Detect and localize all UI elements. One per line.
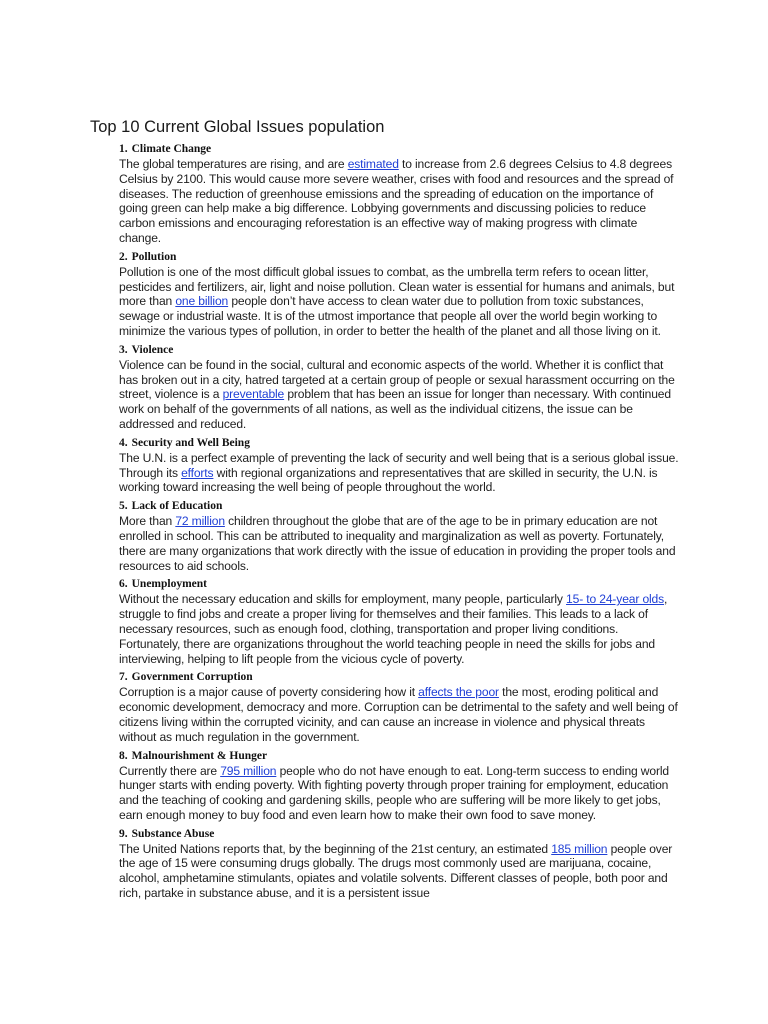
issue-body bbox=[119, 514, 679, 573]
issue-body bbox=[119, 157, 679, 246]
issue-link[interactable]: affects the poor bbox=[418, 685, 499, 700]
issue-title: Malnourishment & Hunger bbox=[131, 749, 268, 762]
issue-text: More than bbox=[119, 514, 176, 529]
issue-heading bbox=[119, 670, 679, 685]
issue-item bbox=[119, 577, 679, 666]
issue-text: , struggle to find jobs and create a proper living for themselves and their families. This leads to a lack of necessary resources, such as enough food, clothing, transportation and proper living conditions. Fortunately, there are organizations throughout the world teaching people in need the skills for jobs and interviewing, helping to lift people from the vicious cycle of poverty. bbox=[119, 592, 668, 666]
issue-text: Currently there are bbox=[119, 763, 221, 778]
issue-text: to increase from 2.6 degrees Celsius to 4.8 degrees Celsius by 2100. This would cause more severe weather, crises with food and resources and the spread of diseases. The reduction of greenhouse emissions and the spreading of education on the importance of going green can help make a big difference. Lobbying governments and discussing policies to reduce carbon emissions and encouraging reforestation is an effective way of making progress with climate change. bbox=[119, 157, 674, 245]
issue-heading bbox=[119, 343, 679, 358]
issue-title: Unemployment bbox=[131, 578, 208, 591]
issue-text: The United Nations reports that, by the beginning of the 21st century, an estimated bbox=[119, 841, 552, 856]
issue-number: 6. bbox=[119, 578, 128, 591]
issue-text: children throughout the globe that are of the age to be in primary education are not enrolled in school. This can be attributed to inequality and marginalization as well as poverty. Fortunately, there are many organizations that work directly with the issue of education in providing the proper tools and resources to aid schools. bbox=[119, 514, 676, 573]
issue-number: 7. bbox=[119, 671, 128, 684]
issue-number: 3. bbox=[119, 343, 128, 356]
issue-heading bbox=[119, 577, 679, 592]
issue-link[interactable]: 795 million bbox=[220, 763, 277, 778]
issue-body bbox=[119, 764, 679, 823]
issue-text: people don’t have access to clean water due to pollution from toxic substances, sewage or industrial waste. It is of the utmost importance that people all over the world begin working to minimize the various types of pollution, in order to better the health of the planet and all those living on it. bbox=[119, 294, 661, 338]
issue-title: Substance Abuse bbox=[131, 827, 215, 840]
issue-body bbox=[119, 451, 679, 495]
issue-link[interactable]: 72 million bbox=[175, 514, 225, 529]
issue-body bbox=[119, 592, 679, 666]
issue-link[interactable]: estimated bbox=[347, 157, 399, 171]
issue-text: Corruption is a major cause of poverty considering how it bbox=[119, 685, 419, 700]
issue-number: 5. bbox=[119, 500, 128, 513]
issue-heading bbox=[119, 827, 679, 842]
issue-item bbox=[119, 749, 679, 823]
issue-link[interactable]: 185 million bbox=[551, 841, 608, 856]
issue-title: Climate Change bbox=[131, 143, 212, 155]
issue-text: the most, eroding political and economic development, democracy and more. Corruption can be detrimental to the safety and well being of citizens living within the corrupted vicinity, and can cause an increase in violence and physical threats without as much regulation in the government. bbox=[119, 685, 678, 744]
issue-item bbox=[119, 250, 679, 339]
issue-text: The U.N. is a perfect example of preventing the lack of security and well being that is a serious global issue. Through its bbox=[119, 450, 679, 480]
issue-title: Security and Well Being bbox=[131, 436, 250, 449]
issue-link[interactable]: one billion bbox=[175, 294, 229, 309]
issue-text: people who do not have enough to eat. Long-term success to ending world hunger starts with ending poverty. With fighting poverty through proper training for employment, education and the teaching of cooking and gardening skills, people who are suffering will be more likely to get jobs, earn enough money to buy food and even learn how to make their own food to save money. bbox=[119, 763, 669, 822]
issue-item bbox=[119, 343, 679, 432]
issue-heading bbox=[119, 436, 679, 451]
issue-heading bbox=[119, 142, 679, 157]
issue-text: people over the age of 15 were consuming drugs globally. The drugs most commonly used are marijuana, cocaine, alcohol, amphetamine stimulants, opiates and volatile solvents. Different classes of people, both poor and rich, partake in substance abuse, and it is a persistent issue bbox=[119, 841, 673, 901]
issue-link[interactable]: efforts bbox=[181, 465, 214, 480]
issue-heading bbox=[119, 749, 679, 764]
issue-text: Violence can be found in the social, cultural and economic aspects of the world. Whether it is conflict that has broken out in a city, hatred targeted at a certain group of people or sexual harassment occurring on the street, violence is a bbox=[119, 357, 675, 402]
issue-item bbox=[119, 436, 679, 495]
issue-number: 4. bbox=[119, 436, 128, 449]
issue-body bbox=[119, 842, 679, 901]
issue-link[interactable]: 15- to 24-year olds bbox=[566, 592, 665, 607]
issue-heading bbox=[119, 499, 679, 514]
issue-body bbox=[119, 358, 679, 432]
page-title: Top 10 Current Global Issues population bbox=[90, 118, 385, 136]
issues-list bbox=[119, 142, 679, 905]
issue-link[interactable]: preventable bbox=[222, 387, 285, 402]
issue-text: Pollution is one of the most difficult global issues to combat, as the umbrella term refers to ocean litter, pesticides and fertilizers, air, light and noise pollution. Clean water is essential for humans and animals, but more than bbox=[119, 264, 675, 309]
issue-body bbox=[119, 265, 679, 339]
issue-text: with regional organizations and representatives that are skilled in security, the U.N. is working toward increasing the well being of people throughout the world. bbox=[119, 465, 658, 495]
issue-number: 2. bbox=[119, 250, 128, 263]
issue-body bbox=[119, 685, 679, 744]
issue-item bbox=[119, 670, 679, 744]
issue-text: The global temperatures are rising, and are bbox=[119, 157, 348, 171]
issue-number: 8. bbox=[119, 749, 128, 762]
issue-title: Violence bbox=[131, 343, 174, 356]
issue-number: 1. bbox=[119, 143, 128, 155]
issue-title: Pollution bbox=[131, 250, 177, 263]
issue-text: Without the necessary education and skills for employment, many people, particularly bbox=[119, 592, 567, 607]
issue-item bbox=[119, 499, 679, 573]
issue-title: Government Corruption bbox=[131, 671, 253, 684]
issue-item bbox=[119, 142, 679, 246]
issue-title: Lack of Education bbox=[131, 500, 223, 513]
issue-item bbox=[119, 827, 679, 901]
issue-heading bbox=[119, 250, 679, 265]
issue-number: 9. bbox=[119, 827, 128, 840]
issue-text: problem that has been an issue for longer than necessary. With continued work on behalf of the governments of all nations, as well as the individual citizens, the issue can be addressed and reduced. bbox=[119, 387, 671, 431]
